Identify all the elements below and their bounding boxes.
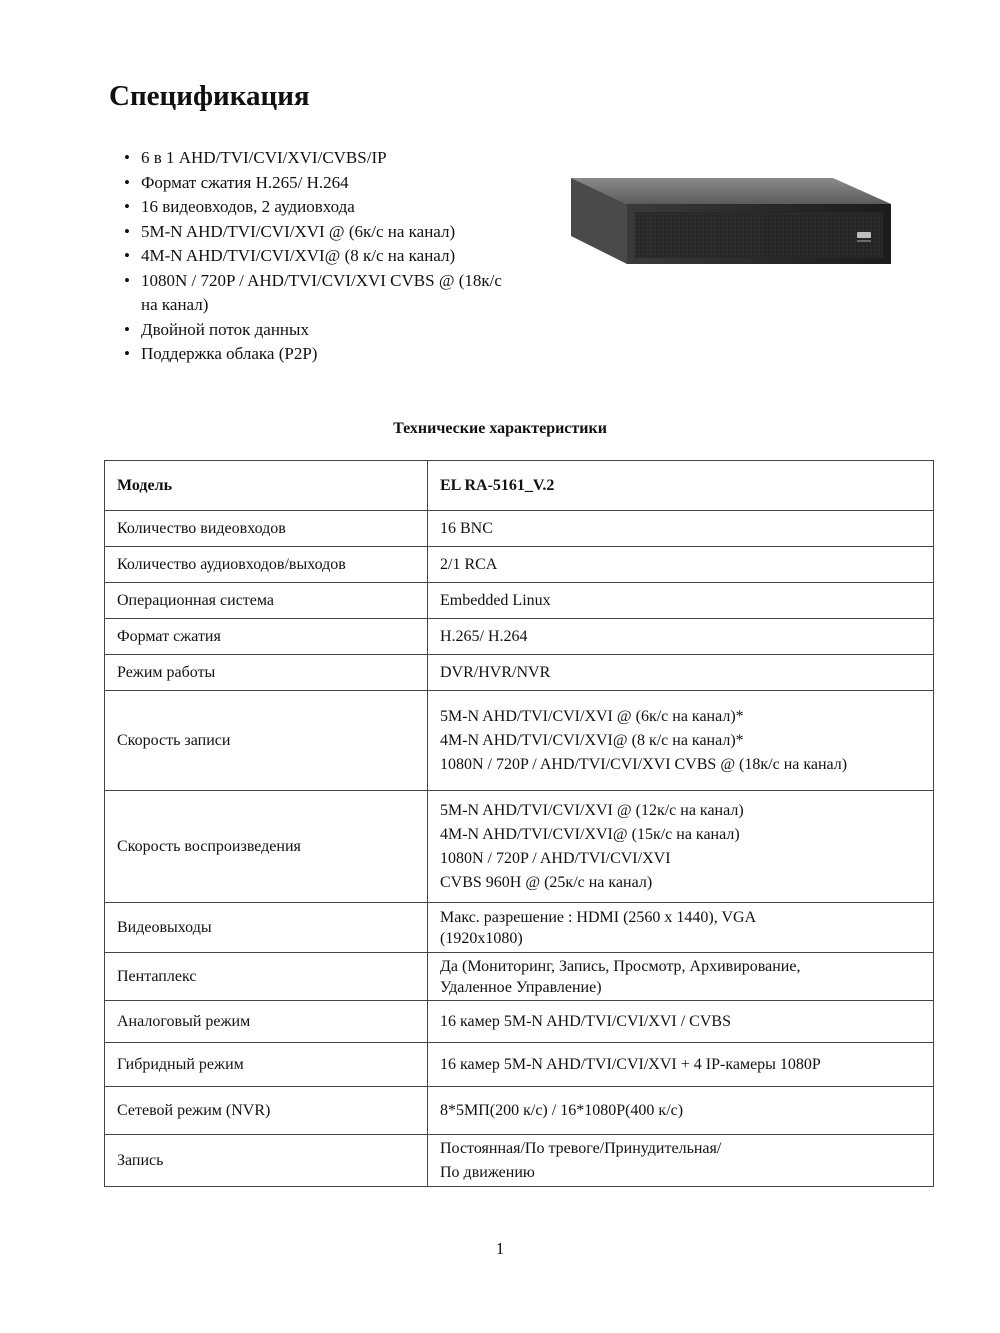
feature-item: • Поддержка облака (P2P) <box>124 342 504 367</box>
table-row <box>105 791 934 903</box>
row-value: 16 камер 5M-N AHD/TVI/CVI/XVI + 4 IP-камеры 1080P <box>428 1043 934 1087</box>
page-number: 1 <box>495 1239 505 1258</box>
row-key: Гибридный режим <box>105 1043 428 1087</box>
row-key: Количество аудиовходов/выходов <box>105 547 428 583</box>
row-value: Embedded Linux <box>428 583 934 619</box>
row-key: Запись <box>105 1135 428 1187</box>
row-key: Сетевой режим (NVR) <box>105 1087 428 1135</box>
table-row <box>105 1001 934 1043</box>
row-value: DVR/HVR/NVR <box>428 655 934 691</box>
table-header-value: EL RA-5161_V.2 <box>428 461 934 511</box>
feature-list <box>124 146 504 367</box>
table-row <box>105 511 934 547</box>
table-header-row <box>105 461 934 511</box>
feature-item: • 4M-N AHD/TVI/CVI/XVI@ (8 к/с на канал) <box>124 244 504 269</box>
feature-item: • 6 в 1 AHD/TVI/CVI/XVI/CVBS/IP <box>124 146 504 171</box>
row-value: 5M-N AHD/TVI/CVI/XVI @ (6к/с на канал)* 4M-N AHD/TVI/CVI/XVI@ (8 к/с на канал)* 1080N / 720P / AHD/TVI/CVI/XVI CVBS @ (18к/с на канал) <box>428 691 934 791</box>
feature-item: • 1080N / 720P / AHD/TVI/CVI/XVI CVBS @ (18к/с на канал) <box>124 269 504 318</box>
row-value: H.265/ H.264 <box>428 619 934 655</box>
row-key: Скорость записи <box>105 691 428 791</box>
feature-item: • 16 видеовходов, 2 аудиовхода <box>124 195 504 220</box>
row-key: Аналоговый режим <box>105 1001 428 1043</box>
table-row <box>105 1043 934 1087</box>
table-row <box>105 583 934 619</box>
section-title: Технические характеристики <box>393 420 607 437</box>
table-row <box>105 619 934 655</box>
usb-port-icon <box>857 232 871 238</box>
row-value: 16 камер 5M-N AHD/TVI/CVI/XVI / CVBS <box>428 1001 934 1043</box>
table-row <box>105 953 934 1001</box>
row-key: Скорость воспроизведения <box>105 791 428 903</box>
row-value: 2/1 RCA <box>428 547 934 583</box>
table-row <box>105 1135 934 1187</box>
table-row <box>105 903 934 953</box>
row-key: Формат сжатия <box>105 619 428 655</box>
row-key: Операционная система <box>105 583 428 619</box>
table-header-key: Модель <box>105 461 428 511</box>
feature-item: • Формат сжатия H.265/ H.264 <box>124 171 504 196</box>
table-row <box>105 1087 934 1135</box>
table-row <box>105 655 934 691</box>
row-value: 5M-N AHD/TVI/CVI/XVI @ (12к/с на канал) 4M-N AHD/TVI/CVI/XVI@ (15к/с на канал) 1080N / 720P / AHD/TVI/CVI/XVI CVBS 960H @ (25к/с на канал) <box>428 791 934 903</box>
row-key: Количество видеовходов <box>105 511 428 547</box>
table-row <box>105 691 934 791</box>
row-value: 8*5МП(200 к/с) / 16*1080P(400 к/с) <box>428 1087 934 1135</box>
row-key: Видеовыходы <box>105 903 428 953</box>
spec-table <box>104 460 934 1187</box>
dvr-device-image <box>565 168 893 268</box>
row-value: 16 BNC <box>428 511 934 547</box>
feature-item: • Двойной поток данных <box>124 318 504 343</box>
row-key: Режим работы <box>105 655 428 691</box>
feature-item: • 5M-N AHD/TVI/CVI/XVI @ (6к/с на канал) <box>124 220 504 245</box>
row-value: Постоянная/По тревоге/Принудительная/ По движению <box>428 1135 934 1187</box>
page-title: Спецификация <box>109 80 310 112</box>
row-value: Макс. разрешение : HDMI (2560 x 1440), VGA (1920x1080) <box>428 903 934 953</box>
table-row <box>105 547 934 583</box>
row-value: Да (Мониторинг, Запись, Просмотр, Архивирование, Удаленное Управление) <box>428 953 934 1001</box>
row-key: Пентаплекс <box>105 953 428 1001</box>
